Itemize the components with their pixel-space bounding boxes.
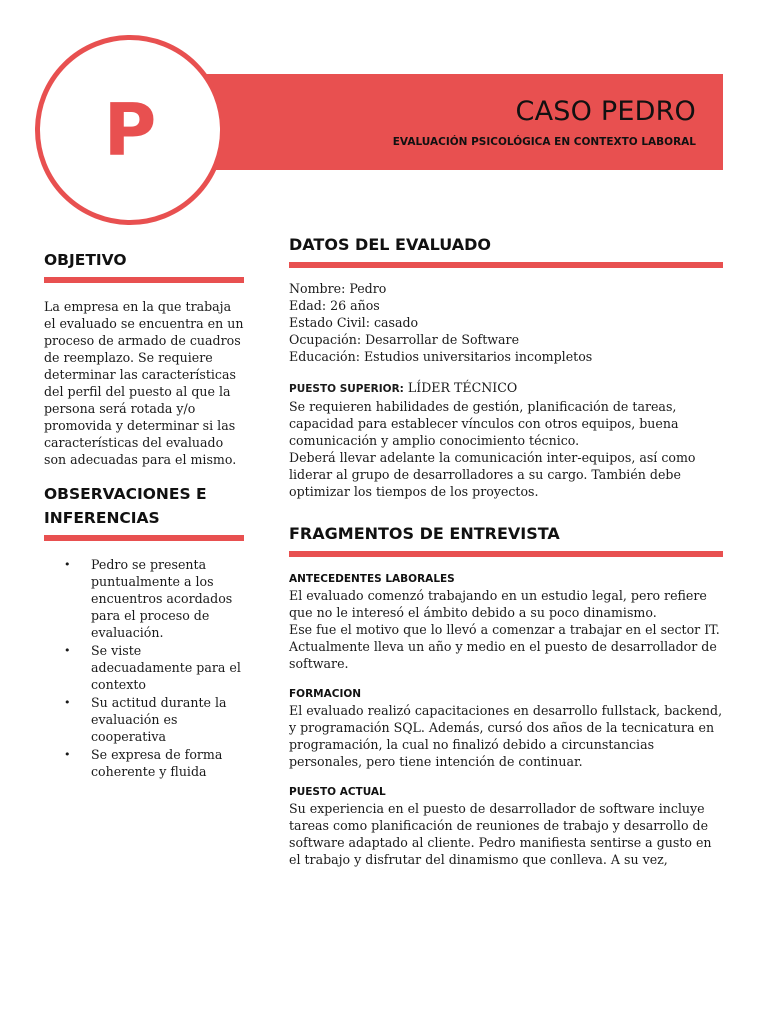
formacion-paragraph: El evaluado realizó capacitaciones en desarrollo fullstack, backend, y programación SQL. Además, cursó dos años de la tecnicatura en programación, la cual no finalizó debido a circunstancias personales, pero tiene intención de continuar. (289, 703, 723, 769)
list-item-text: Pedro se presenta puntualmente a los encuentros acordados para el proceso de evaluación. (91, 557, 233, 640)
fragmentos-section (289, 522, 723, 868)
objetivo-section (44, 248, 244, 468)
datos-line: Educación: Estudios universitarios incompletos (289, 349, 593, 364)
datos-line: Nombre: Pedro (289, 281, 387, 296)
puesto-actual-title: PUESTO ACTUAL (289, 786, 386, 798)
puesto-superior-block (289, 379, 723, 500)
list-item (64, 642, 244, 693)
datos-heading: DATOS DEL EVALUADO (289, 235, 492, 254)
puesto-superior-label: PUESTO SUPERIOR: (289, 383, 404, 395)
objetivo-text: La empresa en la que trabaja el evaluado se encuentra en un proceso de armado de cuadros de reemplazo. Se requiere determinar las características del perfil del puesto al que la persona será rotada y/o promovida y determinar si las características del evaluado son adecuadas para el mismo. (44, 299, 244, 467)
datos-rule (289, 262, 723, 268)
puesto-superior-line (289, 379, 723, 398)
fragmentos-rule (289, 551, 723, 557)
puesto-superior-value: LÍDER TÉCNICO (407, 380, 518, 395)
observaciones-list (44, 556, 244, 780)
document-subtitle: EVALUACIÓN PSICOLÓGICA EN CONTEXTO LABORAL (392, 136, 696, 148)
observaciones-heading: OBSERVACIONES E INFERENCIAS (44, 485, 207, 527)
datos-line: Ocupación: Desarrollar de Software (289, 332, 520, 347)
puesto-superior-text: Se requieren habilidades de gestión, planificación de tareas, capacidad para establecer vínculos con otros equipos, buena comunicación y amplio conocimiento técnico. (289, 399, 679, 448)
list-item-text: Se viste adecuadamente para el contexto (91, 643, 241, 692)
antecedentes-title: ANTECEDENTES LABORALES (289, 573, 455, 585)
antecedentes-paragraph: Ese fue el motivo que lo llevó a comenzar a trabajar en el sector IT. Actualmente lleva un año y medio en el puesto de desarrollador de software. (289, 622, 720, 671)
list-item (64, 556, 244, 641)
datos-list (289, 280, 723, 365)
list-item-text: Su actitud durante la evaluación es cooperativa (91, 695, 227, 744)
initial-letter: P (103, 88, 157, 172)
bullet-icon: • (64, 696, 71, 709)
datos-section (289, 233, 723, 500)
initial-badge (35, 35, 225, 225)
puesto-actual-paragraph: Su experiencia en el puesto de desarrollador de software incluye tareas como planificación de reuniones de trabajo y desarrollo de software adaptado al cliente. Pedro manifiesta sentirse a gusto en el trabajo y disfrutar del dinamismo que conlleva. A su vez, (289, 801, 712, 867)
datos-line: Estado Civil: casado (289, 315, 419, 330)
list-item-text: Se expresa de forma coherente y fluida (91, 747, 223, 779)
list-item (64, 746, 244, 780)
datos-line: Edad: 26 años (289, 298, 380, 313)
formacion-block (289, 686, 723, 770)
objetivo-rule (44, 277, 244, 283)
antecedentes-block (289, 571, 723, 672)
bullet-icon: • (64, 558, 71, 571)
left-column (44, 248, 244, 781)
puesto-superior-text: Deberá llevar adelante la comunicación inter-equipos, así como liderar al grupo de desarrolladores a su cargo. También debe optimizar los tiempos de los proyectos. (289, 450, 696, 499)
formacion-title: FORMACION (289, 688, 362, 700)
right-column (289, 233, 723, 868)
document-title: CASO PEDRO (515, 96, 696, 127)
fragmentos-heading: FRAGMENTOS DE ENTREVISTA (289, 524, 560, 543)
observaciones-rule (44, 535, 244, 541)
bullet-icon: • (64, 644, 71, 657)
puesto-actual-block (289, 784, 723, 868)
objetivo-heading: OBJETIVO (44, 251, 127, 269)
observaciones-section (44, 482, 244, 780)
bullet-icon: • (64, 748, 71, 761)
list-item (64, 694, 244, 745)
antecedentes-paragraph: El evaluado comenzó trabajando en un estudio legal, pero refiere que no le interesó el ámbito debido a su poco dinamismo. (289, 588, 707, 620)
